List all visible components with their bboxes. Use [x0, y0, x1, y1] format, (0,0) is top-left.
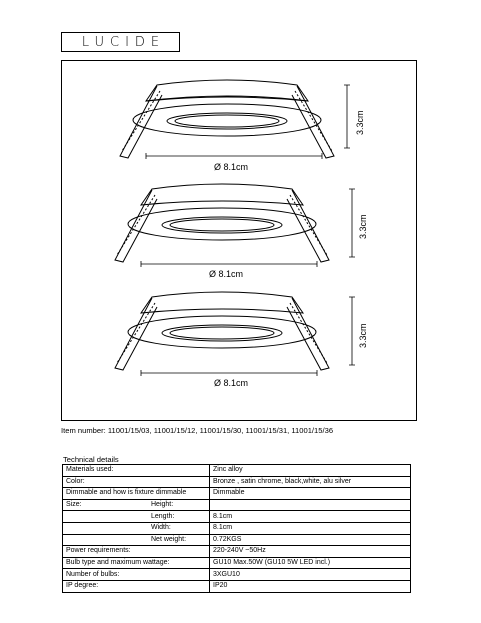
- row-label: IP degree:: [63, 580, 210, 592]
- table-row: [63, 557, 411, 569]
- row-value: 220-240V ~50Hz: [210, 546, 411, 558]
- table-row: [63, 465, 411, 477]
- height-label-1: 3.3cm: [355, 110, 365, 135]
- technical-details-title: Technical details: [63, 455, 119, 464]
- product-drawing-box: [61, 60, 417, 421]
- row-value: IP20: [210, 580, 411, 592]
- table-row: [63, 499, 411, 511]
- table-row: [63, 580, 411, 592]
- row-value: 8.1cm: [210, 522, 411, 534]
- diameter-label-1: Ø 8.1cm: [214, 162, 249, 172]
- height-label-2: 3.3cm: [358, 214, 368, 239]
- row-value: 8.1cm: [210, 511, 411, 523]
- table-row: [63, 534, 411, 546]
- row-label-width: [63, 522, 210, 534]
- row-sublabel: Height:: [151, 501, 174, 509]
- row-label-weight: [63, 534, 210, 546]
- table-row: [63, 546, 411, 558]
- row-label: Materials used:: [63, 465, 210, 477]
- row-value: Bronze , satin chrome, black,white, alu silver: [210, 476, 411, 488]
- row-value: Zinc alloy: [210, 465, 411, 477]
- row-value: Dimmable: [210, 488, 411, 500]
- item-number: Item number: 11001/15/03, 11001/15/12, 11001/15/30, 11001/15/31, 11001/15/36: [61, 426, 334, 435]
- table-row: [63, 522, 411, 534]
- row-sublabel: Width:: [151, 524, 171, 532]
- row-value: GU10 Max.50W (GU10 5W LED incl.): [210, 557, 411, 569]
- row-label: Color:: [63, 476, 210, 488]
- row-label: Bulb type and maximum wattage:: [63, 557, 210, 569]
- row-value: 0.72KGS: [210, 534, 411, 546]
- logo-text: LUCIDE: [81, 34, 166, 50]
- row-label: Power requirements:: [63, 546, 210, 558]
- fixture-drawing-2: [115, 184, 355, 267]
- row-label-length: [63, 511, 210, 523]
- fixture-drawing-1: [120, 80, 350, 159]
- row-value: [210, 499, 411, 511]
- row-value: 3XGU10: [210, 569, 411, 581]
- table-row: [63, 511, 411, 523]
- diameter-label-2: Ø 8.1cm: [209, 269, 244, 279]
- diameter-label-3: Ø 8.1cm: [214, 378, 249, 388]
- table-row: [63, 569, 411, 581]
- row-sublabel: Length:: [151, 512, 175, 520]
- row-label-size: [63, 499, 210, 511]
- fixture-drawing-3: [115, 292, 355, 376]
- table-row: [63, 476, 411, 488]
- lucide-logo: [61, 32, 180, 52]
- technical-details-table: [62, 464, 411, 593]
- row-label: Dimmable and how is fixture dimmable: [63, 488, 210, 500]
- row-label: Size:: [66, 501, 82, 509]
- table-row: [63, 488, 411, 500]
- row-label: Number of bulbs:: [63, 569, 210, 581]
- height-label-3: 3.3cm: [358, 323, 368, 348]
- row-sublabel: Net weight:: [151, 535, 187, 543]
